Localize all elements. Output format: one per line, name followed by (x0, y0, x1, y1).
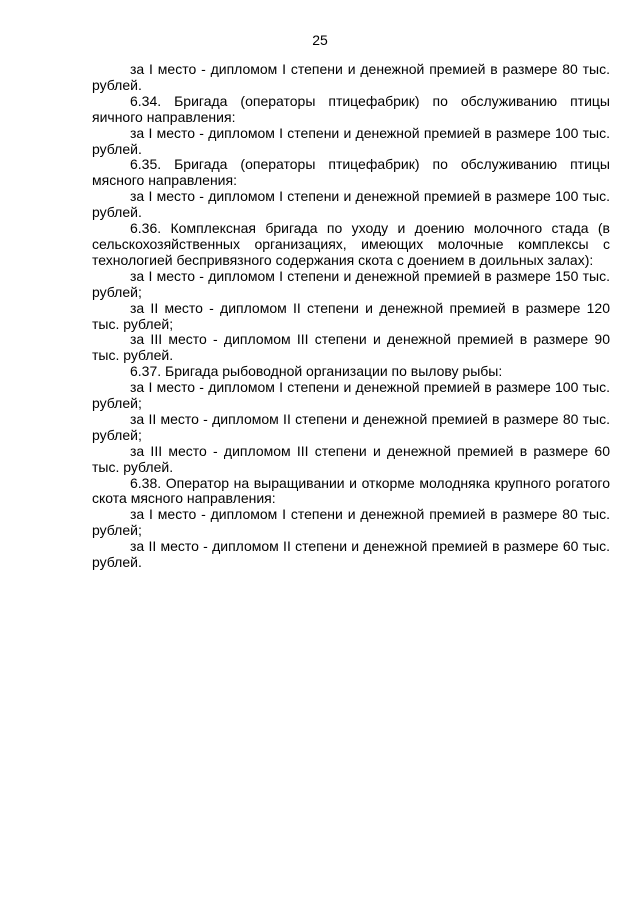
paragraph-award-6-36-second: за II место - дипломом II степени и денежной премией в размере 120 тыс. рублей; (92, 299, 610, 332)
paragraph-6-36-heading: 6.36. Комплексная бригада по уходу и доению молочного стада (в сельскохозяйственных организациях, имеющих молочные комплексы с технологией беспривязного содержания скота с доением в доильных залах): (92, 220, 610, 268)
paragraph-award-6-37-first: за I место - дипломом I степени и денежной премией в размере 100 тыс. рублей; (92, 379, 610, 412)
paragraph-award-6-36-third: за III место - дипломом III степени и денежной премией в размере 90 тыс. рублей. (92, 331, 610, 364)
paragraph-award-6-35-first: за I место - дипломом I степени и денежной премией в размере 100 тыс. рублей. (92, 188, 610, 221)
paragraph-award-6-34-first: за I место - дипломом I степени и денежной премией в размере 100 тыс. рублей. (92, 124, 610, 157)
paragraph-award-6-36-first: за I место - дипломом I степени и денежной премией в размере 150 тыс. рублей; (92, 267, 610, 300)
paragraph-6-35-heading: 6.35. Бригада (операторы птицефабрик) по обслуживанию птицы мясного направления: (92, 156, 610, 189)
document-body (92, 62, 610, 571)
paragraph-6-37-heading: 6.37. Бригада рыбоводной организации по вылову рыбы: (130, 363, 503, 380)
paragraph-award-6-38-first: за I место - дипломом I степени и денежной премией в размере 80 тыс. рублей; (92, 506, 610, 539)
paragraph-6-34-heading: 6.34. Бригада (операторы птицефабрик) по обслуживанию птицы яичного направления: (92, 92, 610, 125)
paragraph-award-6-37-third: за III место - дипломом III степени и денежной премией в размере 60 тыс. рублей. (92, 442, 610, 475)
paragraph-award-6-33-first: за I место - дипломом I степени и денежной премией в размере 80 тыс. рублей. (92, 61, 610, 93)
page-number: 25 (312, 32, 328, 48)
paragraph-award-6-38-second: за II место - дипломом II степени и денежной премией в размере 60 тыс. рублей. (92, 538, 610, 571)
paragraph-award-6-37-second: за II место - дипломом II степени и денежной премией в размере 80 тыс. рублей; (92, 410, 610, 443)
paragraph-6-38-heading: 6.38. Оператор на выращивании и откорме молодняка крупного рогатого скота мясного направления: (92, 474, 610, 507)
